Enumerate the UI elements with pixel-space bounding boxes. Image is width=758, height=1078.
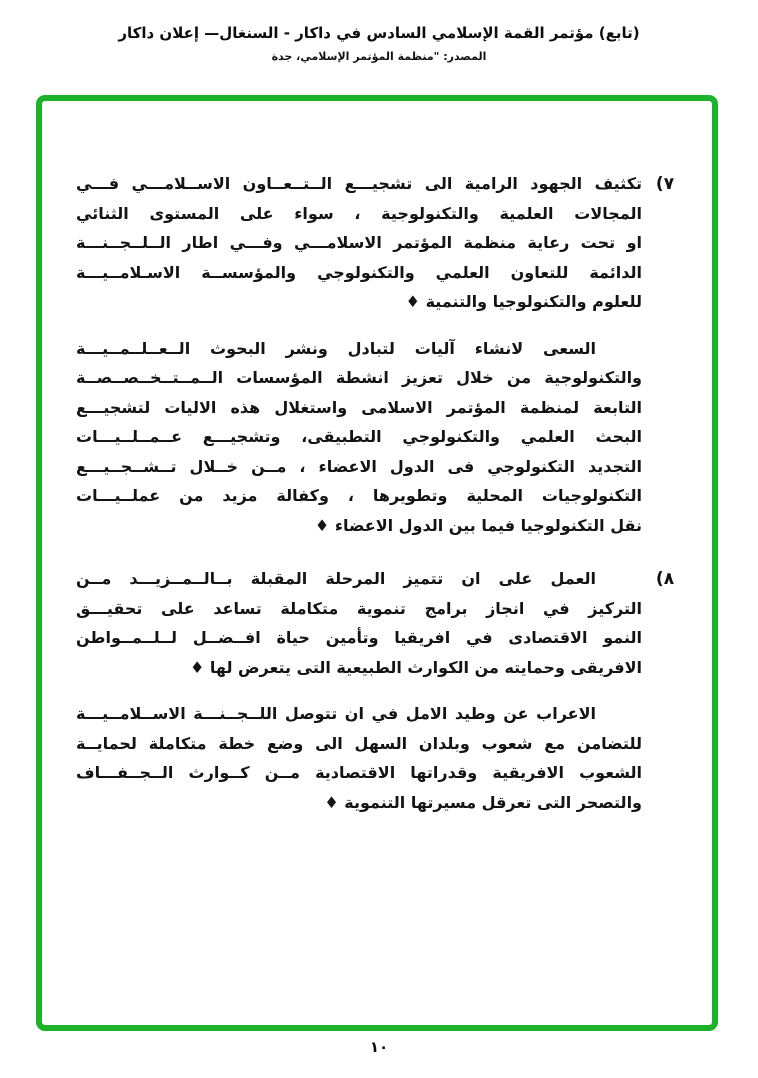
- item-7-number-marker: (٧: [655, 174, 675, 194]
- text-line: العمل على ان تتميز المرحلة المقبلة بــالــمــزيـــد مــن: [76, 569, 596, 588]
- document-title: (تابع) مؤتمر القمة الإسلامي السادس في داكار - السنغال— إعلان داكار: [118, 24, 640, 42]
- empty-marker-spacer: [642, 699, 688, 700]
- text-line: الاعراب عن وطيد الامل في ان تتوصل اللــجــنـــة الاســلامــيـــة: [76, 704, 596, 723]
- item-7-paragraph-2: [76, 334, 642, 541]
- text-line: الافريقى وحمايته من الكوارث الطبيعية التى يتعرض لها ♦: [189, 657, 642, 677]
- text-line: او تحت رعاية منظمة المؤتمر الاسلامـــي وفـــي اطار الــلــجــنـــة: [76, 233, 642, 252]
- text-line: السعى لانشاء آليات لتبادل ونشر البحوث الــعــلــمــيـــة: [76, 338, 596, 358]
- text-line: والتكنولوجية من خلال تعزيز انشطة المؤسسات الــمــتــخــصــصــة: [76, 368, 642, 387]
- numbered-item-7-continuation: [76, 334, 688, 541]
- text-line: والتصحر التى تعرقل مسيرتها التنموية ♦: [324, 792, 642, 812]
- page-header: [0, 22, 758, 64]
- text-line: للعلوم والتكنولوجيا والتنمية ♦: [405, 292, 642, 311]
- text-line: النمو الاقتصادى في افريقيا وتأمين حياة افــضــل لــلــمــواطن: [76, 628, 642, 647]
- item-8-paragraph: [76, 564, 642, 682]
- text-line: الشعوب الافريقية وقدراتها الاقتصادية مــن كــوارث الــجــفـــاف: [76, 763, 642, 782]
- numbered-item-8: [76, 564, 688, 682]
- closing-paragraph-row: [76, 699, 688, 817]
- text-line: الدائمة للتعاون العلمي والتكنولوجي والمؤسســة الاسـلامــيـــة: [76, 262, 642, 282]
- text-line: للتضامن مع شعوب وبلدان السهل الى وضع خطة متكاملة لحمايــة: [76, 733, 642, 753]
- document-source-line: المصدر: "منظمة المؤتمر الإسلامي، جدة: [271, 50, 487, 63]
- closing-paragraph: [76, 699, 642, 817]
- item-8-number-marker: (٨: [655, 569, 675, 589]
- page-number: ١٠: [369, 1038, 389, 1056]
- text-line: التابعة لمنظمة المؤتمر الاسلامى واستغلال هذه الاليات لتشجيـــع: [76, 397, 642, 417]
- text-line: نقل التكنولوجيا فيما بين الدول الاعضاء ♦: [314, 515, 642, 535]
- document-frame-border: [36, 95, 718, 1031]
- text-line: المجالات العلمية والتكنولوجية ، سواء على المستوى الثنائي: [76, 203, 642, 223]
- item-7-paragraph-1: [76, 169, 642, 317]
- document-body: [76, 169, 688, 834]
- numbered-item-7: [76, 169, 688, 317]
- text-line: التكنولوجيات المحلية وتطويرها ، وكفالة مزيد من عملــيـــات: [76, 486, 642, 505]
- text-line: التركيز في انجاز برامج تنموية متكاملة تساعد على تحقيـــق: [76, 598, 642, 618]
- text-line: التجديد التكنولوجي فى الدول الاعضاء ، مــن خــلال تــشــجــيـــع: [76, 456, 642, 476]
- empty-marker-spacer: [642, 334, 688, 335]
- text-line: تكثيف الجهود الرامية الى تشجيـــع الــتــعــاون الاســلامـــي فـــي: [76, 174, 642, 193]
- text-line: البحث العلمي والتكنولوجي التطبيقى، وتشجيـــع عــمــلــيـــات: [76, 427, 642, 446]
